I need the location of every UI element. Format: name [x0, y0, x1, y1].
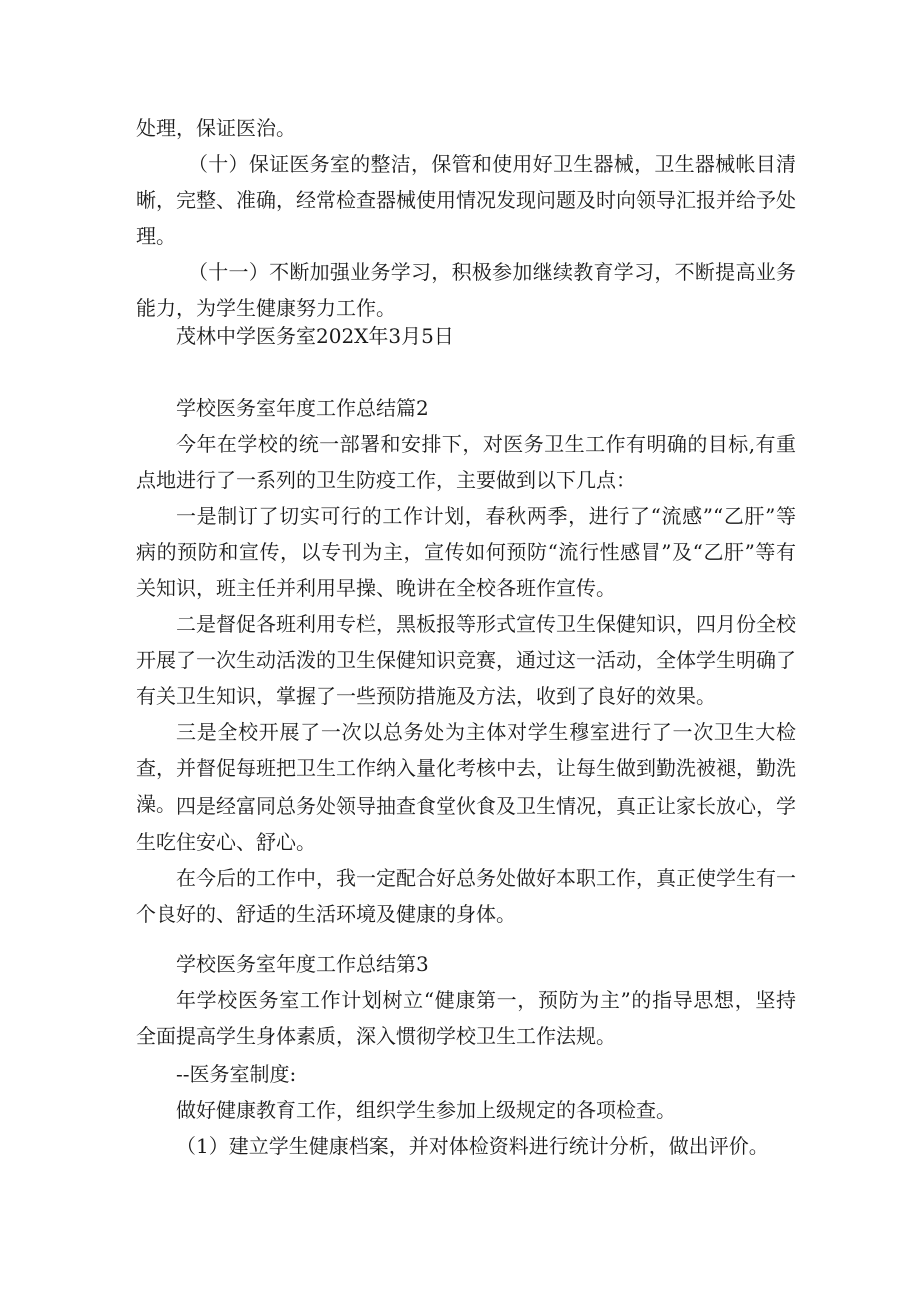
- paragraph-intro: 今年在学校的统一部署和安排下，对医务卫生工作有明确的目标,有重点地进行了一系列的卫生防疫工作，主要做到以下几点：: [136, 432, 796, 492]
- paragraph-item-1: （1）建立学生健康档案，并对体检资料进行统计分析，做出评价。: [176, 1134, 769, 1158]
- section-heading-2: 学校医务室年度工作总结篇2: [176, 396, 429, 420]
- paragraph-item-10: （十）保证医务室的整洁，保管和使用好卫生器械，卫生器械帐目清晰，完整、准确，经常检查器械使用情况发现问题及时向领导汇报并给予处理。: [136, 152, 796, 248]
- signature-date-line: 茂林中学医务室202X年3月5日: [176, 324, 454, 348]
- paragraph-plan: 年学校医务室工作计划树立“健康第一，预防为主”的指导思想，坚持全面提高学生身体素质，深入惯彻学校卫生工作法规。: [136, 988, 796, 1048]
- paragraph-point-3: 三是全校开展了一次以总务处为主体对学生穆室进行了一次卫生大检查，并督促每班把卫生工作纳入量化考核中去，让每生做到勤洗被褪，勤洗澡。: [136, 720, 796, 816]
- paragraph-continuation: 处理，保证医治。: [136, 116, 296, 140]
- paragraph-health-education: 做好健康教育工作，组织学生参加上级规定的各项检查。: [176, 1098, 676, 1122]
- paragraph-rules-heading: --医务室制度:: [176, 1062, 297, 1086]
- paragraph-point-1: 一是制订了切实可行的工作计划，春秋两季，进行了“流感”“乙肝”等病的预防和宣传，以专刊为主，宣传如何预防“流行性感冒”及“乙肝”等有关知识，班主任并利用早操、晚讲在全校各班作宣传。: [136, 504, 796, 600]
- section-heading-3: 学校医务室年度工作总结第3: [176, 952, 429, 976]
- paragraph-closing: 在今后的工作中，我一定配合好总务处做好本职工作，真正使学生有一个良好的、舒适的生活环境及健康的身体。: [136, 866, 796, 926]
- paragraph-item-11: （十一）不断加强业务学习，积极参加继续教育学习，不断提高业务能力，为学生健康努力工作。: [136, 260, 796, 320]
- paragraph-point-4: 四是经富同总务处领导抽查食堂伙食及卫生情况，真正让家长放心，学生吃住安心、舒心。: [136, 794, 796, 854]
- paragraph-point-2: 二是督促各班利用专栏，黑板报等形式宣传卫生保健知识，四月份全校开展了一次生动活泼的卫生保健知识竞赛，通过这一活动，全体学生明确了有关卫生知识，掌握了一些预防措施及方法，收到了良好的效果。: [136, 612, 796, 708]
